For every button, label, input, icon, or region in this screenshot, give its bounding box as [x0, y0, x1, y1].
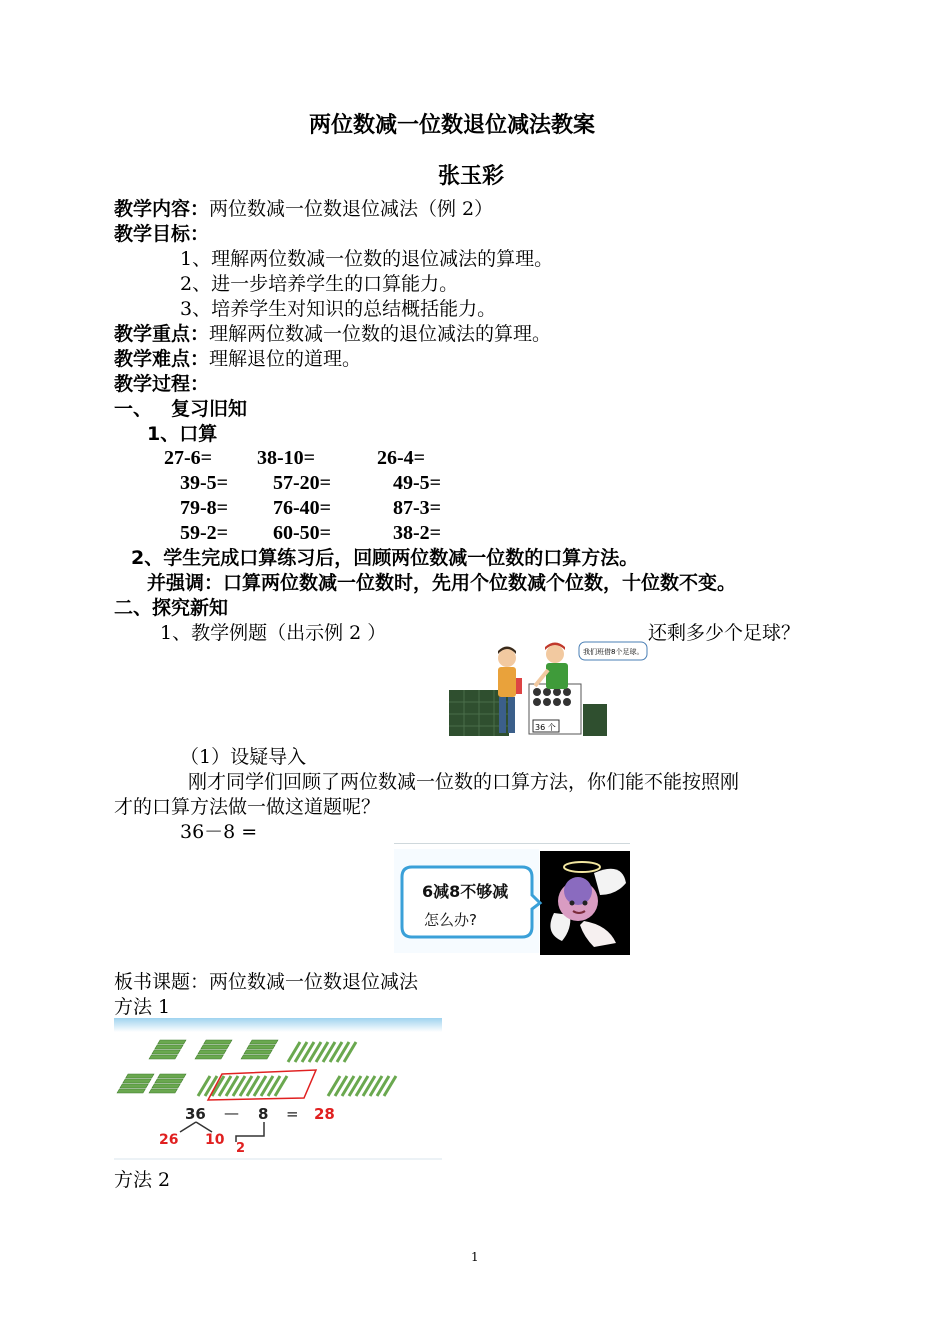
oral-item: 59-2= — [180, 522, 229, 544]
board-row — [114, 970, 418, 995]
goal-item: 3、培养学生对知识的总结概括能力。 — [180, 298, 497, 320]
oral-item: 39-5= — [180, 472, 229, 494]
method1-diagram — [114, 1018, 442, 1160]
partial-result: 2 — [236, 1141, 246, 1156]
document-title: 两位数减一位数退位减法教案 — [309, 113, 596, 138]
diagram-equals: = — [286, 1105, 299, 1123]
board-text: 两位数减一位数退位减法 — [209, 971, 419, 993]
step1-heading: （1）设疑导入 — [180, 746, 307, 768]
oral-item: 87-3= — [393, 497, 442, 519]
thought-line-2: 怎么办? — [424, 911, 477, 929]
key-text: 理解两位数减一位数的退位减法的算理。 — [209, 323, 552, 345]
oral-item: 38-2= — [393, 522, 442, 544]
diagram-subtrahend: 8 — [258, 1105, 269, 1123]
diagram-minus: — — [224, 1104, 239, 1122]
paragraph-line: 才的口算方法做一做这道题呢？ — [114, 796, 381, 818]
difficulty-text: 理解退位的道理。 — [209, 348, 362, 370]
goal-item: 1、理解两位数减一位数的退位减法的算理。 — [180, 248, 554, 270]
box-label: 36 个 — [535, 723, 556, 732]
difficulty-row — [114, 347, 361, 372]
oral-item: 60-50= — [273, 522, 332, 544]
difficulty-label: 教学难点： — [114, 348, 210, 370]
goals-label: 教学目标： — [114, 223, 210, 245]
key-row — [114, 322, 551, 347]
process-label: 教学过程： — [114, 373, 210, 395]
oral-item: 49-5= — [393, 472, 442, 494]
section2-title: 二、探究新知 — [114, 597, 229, 619]
oral-item: 79-8= — [180, 497, 229, 519]
oral-item: 27-6= — [164, 447, 213, 469]
question-text: 还剩多少个足球？ — [648, 622, 801, 644]
oral-title: 1、口算 — [147, 423, 218, 445]
page-number: 1 — [471, 1250, 479, 1264]
angel-image — [394, 843, 630, 955]
section1-number: 一、 — [114, 398, 153, 420]
oral-item: 26-4= — [377, 447, 426, 469]
man-shirt — [546, 663, 568, 689]
key-label: 教学重点： — [114, 323, 210, 345]
thought-line-1: 6减8不够减 — [422, 882, 509, 901]
example-line: 1、教学例题（出示例 2 ） — [160, 622, 387, 644]
boy-head — [498, 649, 516, 667]
man-head — [546, 645, 564, 663]
oral-item: 38-10= — [257, 447, 316, 469]
method1-label: 方法 1 — [114, 996, 171, 1018]
document-author: 张玉彩 — [438, 164, 505, 189]
content-text: 两位数减一位数退位减法（例 2） — [209, 198, 494, 220]
boy-shirt — [498, 667, 516, 697]
goal-item: 2、进一步培养学生的口算能力。 — [180, 273, 459, 295]
section1-title: 复习旧知 — [171, 398, 248, 420]
split-right: 10 — [205, 1132, 225, 1148]
oral-item: 57-20= — [273, 472, 332, 494]
content-label: 教学内容： — [114, 198, 210, 220]
emphasis-line: 并强调：口算两位数减一位数时，先用个位数减个位数，十位数不变。 — [147, 572, 737, 594]
content-row — [114, 197, 493, 222]
speech-bubble-text: 我们班借8个足球。 — [583, 648, 644, 656]
football-illustration — [449, 640, 644, 738]
oral-item: 76-40= — [273, 497, 332, 519]
split-left: 26 — [159, 1132, 179, 1148]
review-line: 2、学生完成口算练习后，回顾两位数减一位数的口算方法。 — [131, 547, 639, 569]
method2-label: 方法 2 — [114, 1169, 171, 1191]
paragraph-line: 刚才同学们回顾了两位数减一位数的口算方法，你们能不能按照刚 — [188, 771, 740, 793]
equation: 36－8 = — [180, 821, 258, 843]
diagram-banner — [114, 1018, 442, 1032]
board-label: 板书课题： — [114, 971, 210, 993]
diagram-minuend: 36 — [185, 1105, 206, 1123]
diagram-result: 28 — [314, 1105, 335, 1123]
